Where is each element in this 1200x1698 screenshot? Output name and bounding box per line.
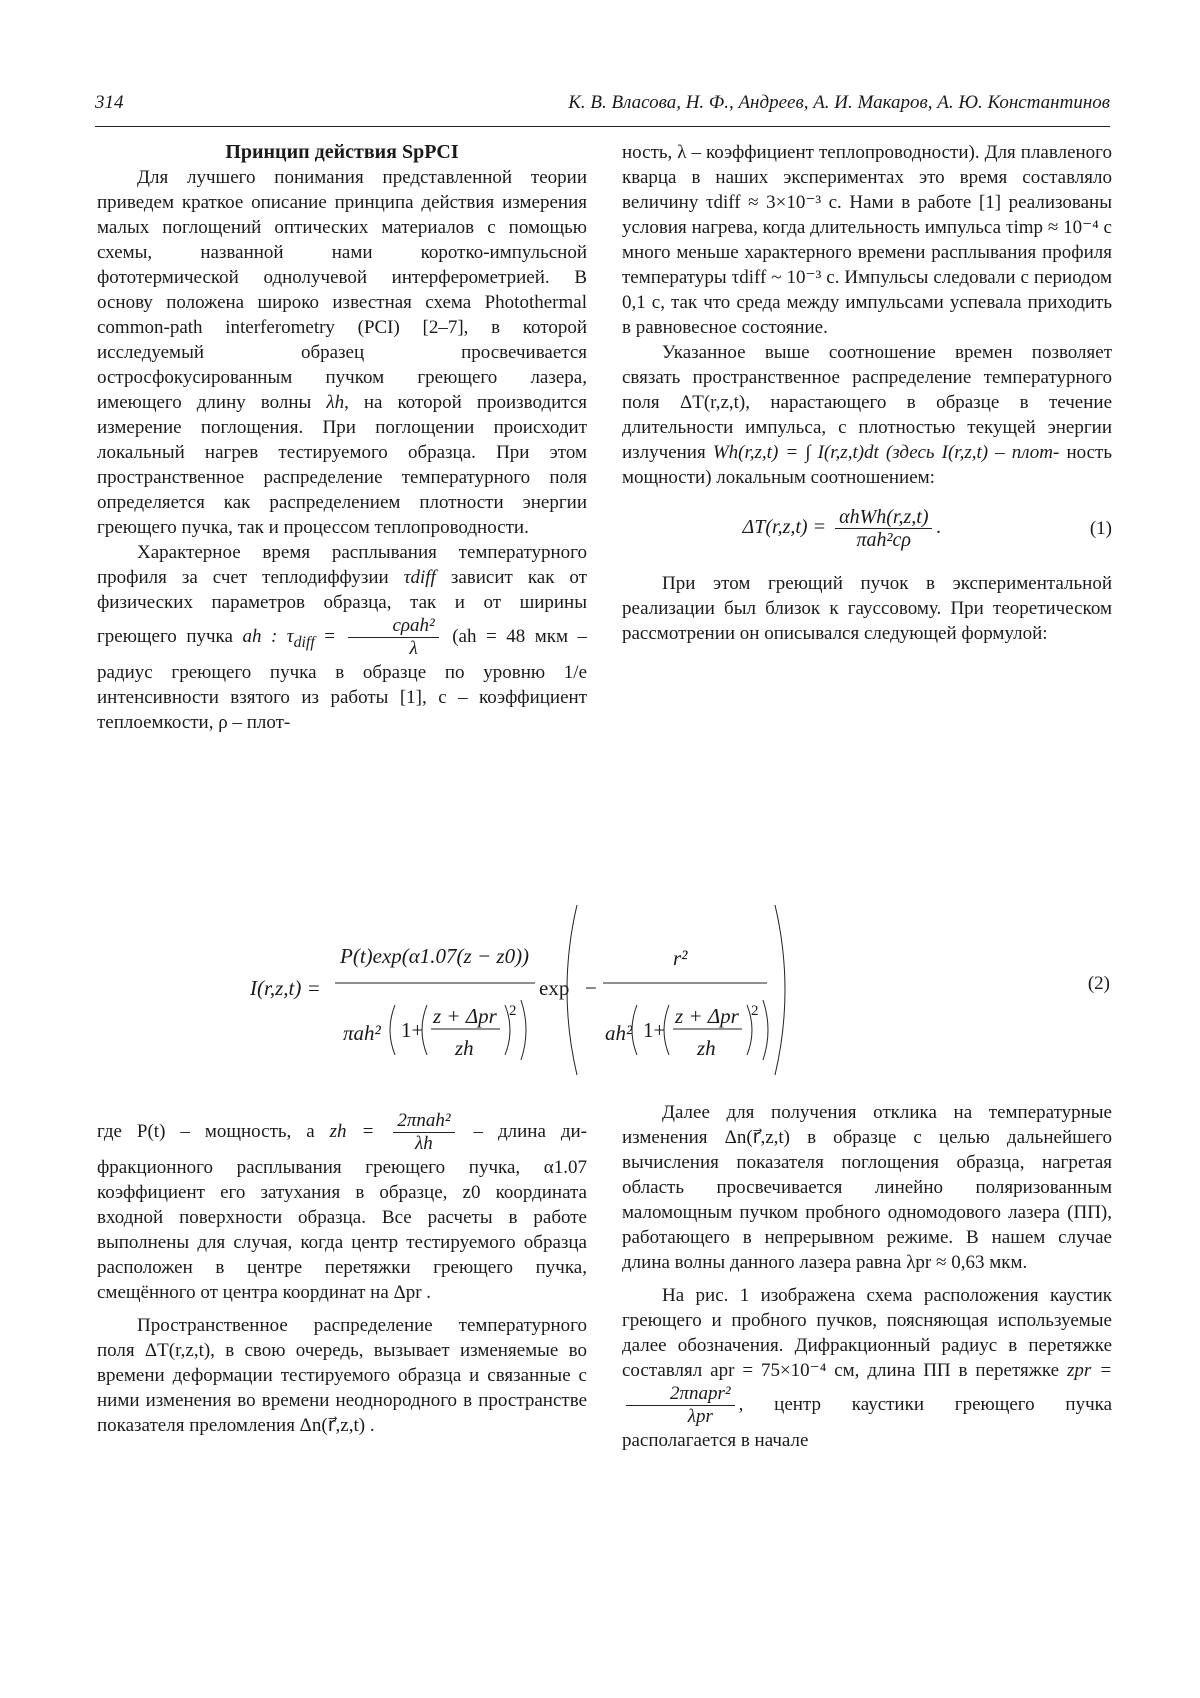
- right-column-top: [622, 140, 1112, 646]
- equation-number: (2): [1087, 973, 1110, 994]
- text: Для лучшего понимания представленной теории приведем краткое описание принципа действия измерения малых поглощений оптических материалов с помощью схемы, названной нами коротко-импульсной фототермической однолучевой интерферометрией. В основу положена широко известная схема Photothermal common-path interferometry (PCI) [2–7], в которой исследуемый образец просвечивается остросфокусированным пучком греющего лазера, имеющего длину волны: [97, 167, 587, 413]
- equation-1-body: ΔT(r,z,t) = $\frac{\text{αhWh(r,z,t)}}{\text{πah²cρ}}$ .: [742, 506, 942, 551]
- math-inline: τdiff: [403, 567, 436, 588]
- paragraph: Пространственное распределение температурного поля ΔT(r,z,t), в свою очередь, вызывает изменяемые во времени деформации тестируемого образца и связанные с ними изменения во времени неоднородного в пространстве показателя преломления Δn(r⃗,z,t) .: [97, 1315, 587, 1436]
- header-rule: [95, 126, 1110, 127]
- text: Указанное выше соотношение времен позволяет связать пространственное распределение температурного поля ΔT(r,z,t), нарастающего в образце в течение длительности импульса, с плотностью текущей энергии излучения: [622, 342, 1112, 463]
- equation-fraction: [835, 506, 932, 551]
- text: фракционного расплывания греющего пучка, α1.07 коэффициент его затухания в образце, z0 координата входной поверхности образца. Все расчеты в работе выполнены для случая, когда центр тестируемого образца расположен в центре перетяжки греющего пучка, смещённого от центра координат на Δpr .: [97, 1157, 587, 1303]
- text: зависит как от физических параметров образца, так и от ширины греющего пучка: [97, 567, 587, 647]
- math-inline: zpr =: [1067, 1360, 1113, 1381]
- eq2-exp-num: r²: [673, 946, 688, 970]
- eq2-numerator: P(t)exp(α1.07(z − z0)): [340, 944, 530, 968]
- paren-left: [632, 1005, 637, 1055]
- text: , на которой производится измерение поглощения. При поглощении происходит локальный нагрев тестируемого образца. При этом пространственное распределение температурного поля определяется как распределением плотности энергии греющего пучка, так и процессом теплопроводности.: [97, 392, 588, 538]
- right-column-bottom: [622, 1100, 1112, 1453]
- fraction-numerator: 2πnah²: [393, 1110, 454, 1133]
- eq2-den-a: πah²: [343, 1021, 381, 1045]
- math-inline: Wh(r,z,t) = ∫ I(r,z,t)dt (здесь I(r,z,t) – плот-: [712, 442, 1060, 463]
- paragraph: [622, 340, 1112, 490]
- eq2-lhs: I(r,z,t) =: [250, 976, 321, 1000]
- big-paren-right: [775, 905, 785, 1075]
- left-column-bottom: [97, 1110, 587, 1438]
- paragraph: [97, 1110, 587, 1305]
- zh-formula: [393, 1110, 454, 1155]
- paragraph: При этом греющий пучок в экспериментальной реализации был близок к гауссовому. При теоретическом рассмотрении он описывался следующей формулой:: [622, 573, 1112, 644]
- math-inline: zh =: [329, 1120, 375, 1142]
- math-inline: $\tau_{diff}$ =: [286, 625, 335, 651]
- superscript-2: 2: [509, 1003, 517, 1019]
- zpr-formula: [626, 1383, 735, 1428]
- page-header: [95, 92, 1110, 122]
- paragraph: [622, 1283, 1112, 1453]
- text: длина ПП в перетяжке: [867, 1360, 1060, 1381]
- eq2-den-frac-den: zh: [455, 1036, 474, 1060]
- minus-sign: −: [585, 976, 597, 1000]
- equation-number: (1): [1089, 518, 1112, 539]
- eq2-den-frac-num: z + Δpr: [433, 1004, 497, 1028]
- text: , центр: [738, 1393, 821, 1415]
- equation-1: [622, 506, 1112, 551]
- text: где P(t) – мощность, а: [97, 1120, 315, 1142]
- section-title: Принцип действия SpPCI: [225, 141, 459, 163]
- superscript-2: 2: [751, 1003, 759, 1019]
- fraction-numerator: αhWh(r,z,t): [835, 506, 932, 529]
- text: На рис. 1 изображена схема расположения каустик греющего и пробного пучков, поясняющая используемые далее обозначения. Дифракционный радиус в перетяжке составлял apr = 75×10⁻⁴ см,: [622, 1285, 1112, 1381]
- paragraph: ность, λ – коэффициент теплопроводности). Для плавленого кварца в наших экспериментах это время составляло величину τdiff ≈ 3×10⁻³ с. Нами в работе [1] реализованы условия нагрева, когда длительность импульса τimp ≈ 10⁻⁴ с много меньше характерного времени расплывания профиля температуры τdiff ~ 10⁻³ с. Импульсы следовали с периодом 0,1 с, так что среда между импульсами успевала приходить в равновесное состояние.: [622, 142, 1112, 338]
- eq2-exp-frac-den: zh: [697, 1036, 716, 1060]
- fraction-numerator: cρah²: [348, 615, 438, 638]
- running-authors: К. В. Власова, Н. Ф., Андреев, А. И. Макаров, А. Ю. Константинов: [568, 92, 1110, 113]
- paren-right: [763, 1000, 768, 1060]
- page-number: 314: [95, 92, 124, 113]
- math-inline: λh: [326, 392, 345, 413]
- fraction-denominator: λ: [409, 638, 418, 659]
- fraction-denominator: λh: [415, 1133, 433, 1154]
- eq2-one: 1+: [401, 1018, 424, 1042]
- text: – длина ди-: [473, 1120, 588, 1142]
- eq2-exp-frac-num: z + Δpr: [675, 1004, 739, 1028]
- left-column-top: [97, 140, 587, 735]
- paragraph: [97, 540, 587, 735]
- eq2-exp: exp: [539, 976, 570, 1000]
- text: Характерное время расплывания температурного профиля за счет теплодиффузии: [97, 542, 587, 588]
- text: (ah = 48 мкм – радиус греющего пучка в образце по уровню 1/e интенсивности взятого из работы [1], c – коэффициент теплоемкости, ρ – плот-: [97, 625, 588, 733]
- paragraph: [97, 165, 587, 540]
- paren-left: [390, 1005, 395, 1055]
- fraction-numerator: 2πnapr²: [626, 1383, 735, 1406]
- text: ность мощности) локальным соотношением:: [622, 442, 1113, 488]
- eq2-exp-den-a: ah²: [605, 1021, 633, 1045]
- fraction-denominator: λpr: [687, 1406, 713, 1427]
- equation-2: [95, 895, 1110, 1075]
- eq2-one: 1+: [643, 1018, 666, 1042]
- text: каустики греющего пучка располагается в начале: [622, 1393, 1113, 1451]
- math-inline: ah :: [242, 625, 278, 647]
- paragraph: Далее для получения отклика на температурные изменения Δn(r⃗,z,t) в образце с целью дальнейшего вычисления показателя поглощения образца, нагретая область просвечивается линейно поляризованным маломощным пучком пробного одномодового лазера (ПП), работающего в непрерывном режиме. В нашем случае длина волны данного лазера равна λpr ≈ 0,63 мкм.: [622, 1102, 1112, 1273]
- fraction-denominator: πah²cρ: [856, 529, 912, 551]
- tau-formula: [348, 615, 438, 660]
- equation-lhs: ΔT(r,z,t) =: [742, 516, 827, 539]
- paren-right: [521, 1000, 526, 1060]
- equation-2-graphic: [95, 895, 995, 1075]
